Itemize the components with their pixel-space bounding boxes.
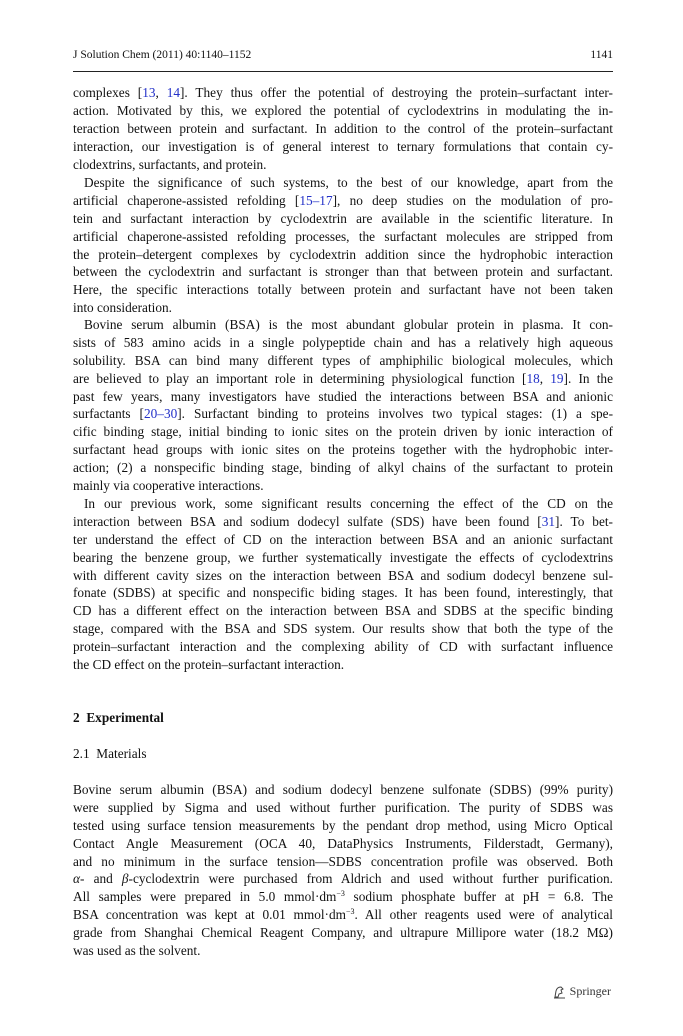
text-line: [73, 799, 613, 817]
text-run: sodium phosphate buffer at pH = 6.8. The: [344, 889, 613, 905]
text-run: stage, compared with the BSA and SDS system. Our results show that both the type of the: [73, 621, 613, 637]
text-run: sists of 583 amino acids in a single polypeptide chain and has a relatively high aqueous: [73, 334, 613, 350]
text-line: [73, 174, 613, 192]
text-run: α: [73, 871, 80, 887]
text-line: [73, 567, 613, 585]
text-run: solubility. BSA can bind many different types of amphiphilic biological molecules, which: [73, 352, 613, 368]
section-title: Experimental: [86, 710, 164, 725]
superscript: −3: [345, 907, 355, 917]
text-run: ]. To bet-: [555, 513, 613, 529]
text-run: grade from Shanghai Chemical Reagent Company, and ultrapure Millipore water (18.2 MΩ): [73, 925, 613, 941]
text-run: Here, the specific interactions totally between protein and surfactant have not been taken: [73, 282, 613, 298]
text-run: ]. They thus offer the potential of destroying the protein–surfactant inter-: [180, 85, 613, 100]
text-run: Despite the significance of such systems, to the best of our knowledge, apart from the: [84, 175, 613, 190]
text-line: [73, 656, 613, 674]
publisher-name: Springer: [569, 984, 611, 998]
page-number: 1141: [590, 49, 613, 61]
citation-link[interactable]: 19: [550, 370, 564, 386]
text-run: fonate (SDBS) at specific and nonspecific biding stages. It has been found, interestingly, that: [73, 585, 613, 601]
text-run: with different cavity sizes on the interaction between BSA and sodium dodecyl benzene sul-: [73, 567, 613, 583]
text-line: [73, 138, 613, 156]
text-run: All samples were prepared in 5.0 mmol·dm: [73, 889, 337, 905]
text-run: was used as the solvent.: [73, 943, 201, 959]
text-run: artificial chaperone-assisted refolding processes, the surfactant molecules are stripped from: [73, 228, 613, 244]
text-run: protein–surfactant interaction and the complexing ability of CD with surfactant influence: [73, 639, 613, 655]
superscript: −3: [336, 889, 345, 899]
text-line: [73, 120, 613, 138]
paragraph: [73, 174, 613, 317]
text-line: [73, 549, 613, 567]
citation-link[interactable]: 14: [166, 85, 180, 100]
text-line: [73, 942, 613, 960]
citation-link[interactable]: 13: [142, 85, 156, 100]
text-run: and no minimum in the surface tension—SDBS concentration profile was observed. Both: [73, 853, 613, 869]
text-line: [73, 388, 613, 406]
paragraph: [73, 495, 613, 674]
text-line: [73, 228, 613, 246]
springer-horse-icon: [553, 985, 566, 999]
text-line: [73, 192, 613, 210]
text-line: [73, 423, 613, 441]
publisher-logo: [553, 984, 611, 999]
text-run: ]. Surfactant binding to proteins involves two typical stages: (1) a spe-: [177, 406, 613, 422]
text-run: β: [121, 871, 129, 887]
text-line: [73, 495, 613, 513]
text-line: [73, 102, 613, 120]
text-line: [73, 459, 613, 477]
text-run: . All other reagents used were of analytical: [354, 907, 614, 923]
text-line: [73, 281, 613, 299]
text-line: [73, 817, 613, 835]
text-line: [73, 316, 613, 334]
text-run: Bovine serum albumin (BSA) and sodium dodecyl benzene sulfonate (SDBS) (99% purity): [73, 782, 613, 797]
text-line: [73, 638, 613, 656]
text-line: [73, 477, 613, 495]
journal-citation: J Solution Chem (2011) 40:1140–1152: [73, 49, 252, 61]
text-line: [73, 602, 613, 620]
text-run: bearing the benzene group, we further systematically investigate the effects of cyclodextrins: [73, 549, 613, 565]
text-run: CD has a different effect on the interaction between BSA and SDBS at the specific binding: [73, 603, 613, 619]
text-run: Contact Angle Measurement (OCA 40, DataPhysics Instruments, Filderstadt, Germany),: [73, 835, 613, 851]
text-run: past few years, many investigators have studied the interactions between BSA and anionic: [73, 388, 613, 404]
text-run: tested using surface tension measurements by the pendant drop method, using Micro Optical: [73, 817, 613, 833]
text-line: [73, 924, 613, 942]
text-run: artificial chaperone-assisted refolding [: [73, 192, 300, 208]
text-line: [73, 620, 613, 638]
text-line: [73, 531, 613, 549]
citation-link[interactable]: 31: [541, 513, 556, 529]
text-run: interaction between BSA and sodium dodecyl sulfate (SDS) have been found [: [73, 513, 542, 529]
text-run: the CD effect on the protein–surfactant interaction.: [73, 657, 345, 673]
text-run: Bovine serum albumin (BSA) is the most abundant globular protein in plasma. It con-: [84, 317, 613, 332]
text-run: are believed to play an important role in determining physiological function [: [73, 370, 527, 386]
text-line: [73, 906, 613, 924]
paragraph: [73, 84, 613, 173]
text-line: [73, 870, 613, 888]
text-run: ], no deep studies on the modulation of pro-: [332, 192, 613, 208]
text-run: into consideration.: [73, 300, 172, 316]
text-line: [73, 405, 613, 423]
text-line: [73, 84, 613, 102]
header-rule: [73, 71, 613, 72]
text-run: interaction, our investigation is of general interest to ternary formulations that contain cy-: [73, 138, 613, 154]
text-line: [73, 299, 613, 317]
text-line: [73, 888, 613, 906]
text-run: teraction between protein and surfactant. In addition to the control of the protein–surfactant: [73, 120, 613, 136]
text-line: [73, 441, 613, 459]
text-line: [73, 210, 613, 228]
text-line: [73, 835, 613, 853]
text-run: ]. In the: [563, 370, 613, 386]
text-line: [73, 156, 613, 174]
text-run: complexes [: [73, 85, 143, 100]
text-run: the protein–detergent complexes by cyclodextrin addition since the hydrophobic interaction: [73, 246, 613, 262]
text-run: -cyclodextrin were purchased from Aldrich and used without further purification.: [128, 871, 613, 887]
citation-link[interactable]: 20–30: [144, 406, 178, 422]
text-run: surfactants [: [73, 406, 144, 422]
text-line: [73, 853, 613, 871]
subsection-title: Materials: [96, 746, 147, 761]
text-line: [73, 584, 613, 602]
section-number: 2: [73, 710, 80, 725]
text-line: [73, 370, 613, 388]
text-run: mainly via cooperative interactions.: [73, 478, 264, 494]
subsection-number: 2.1: [73, 746, 90, 761]
text-run: action. Motivated by this, we explored the potential of cyclodextrins in modulating the in-: [73, 102, 613, 118]
paragraph: [73, 781, 613, 960]
section-heading: [73, 709, 164, 727]
text-run: surfactant head groups with ionic sites on the proteins together with the hydrophobic inter-: [73, 442, 613, 458]
text-run: tein and surfactant interaction by cyclodextrin are available in the scientific literature. In: [73, 210, 613, 226]
text-run: - and: [79, 871, 122, 887]
text-run: between the cyclodextrin and surfactant is stronger than that between protein and surfactant.: [73, 264, 613, 280]
text-line: [73, 263, 613, 281]
citation-link[interactable]: 15–17: [299, 192, 333, 208]
text-line: [73, 513, 613, 531]
text-run: action; (2) a nonspecific binding stage, binding of alkyl chains of the surfactant to protein: [73, 460, 613, 476]
text-run: clodextrins, surfactants, and protein.: [73, 156, 267, 172]
paragraph: [73, 316, 613, 495]
citation-link[interactable]: 18: [526, 370, 540, 386]
subsection-heading: [73, 745, 147, 763]
text-run: ter understand the effect of CD on the interaction between BSA and an anionic surfactant: [73, 531, 613, 547]
text-run: ,: [155, 85, 167, 100]
text-run: cific binding stage, initial binding to ionic sites on the protein driven by ionic interaction of: [73, 424, 613, 440]
text-run: were supplied by Sigma and used without further purification. The purity of SDBS was: [73, 799, 613, 815]
text-run: In our previous work, some significant results concerning the effect of the CD on the: [84, 496, 613, 511]
text-run: ,: [539, 370, 551, 386]
text-line: [73, 352, 613, 370]
text-line: [73, 246, 613, 264]
text-line: [73, 334, 613, 352]
text-line: [73, 781, 613, 799]
running-header: [73, 49, 613, 61]
text-run: BSA concentration was kept at 0.01 mmol·dm: [73, 907, 346, 923]
